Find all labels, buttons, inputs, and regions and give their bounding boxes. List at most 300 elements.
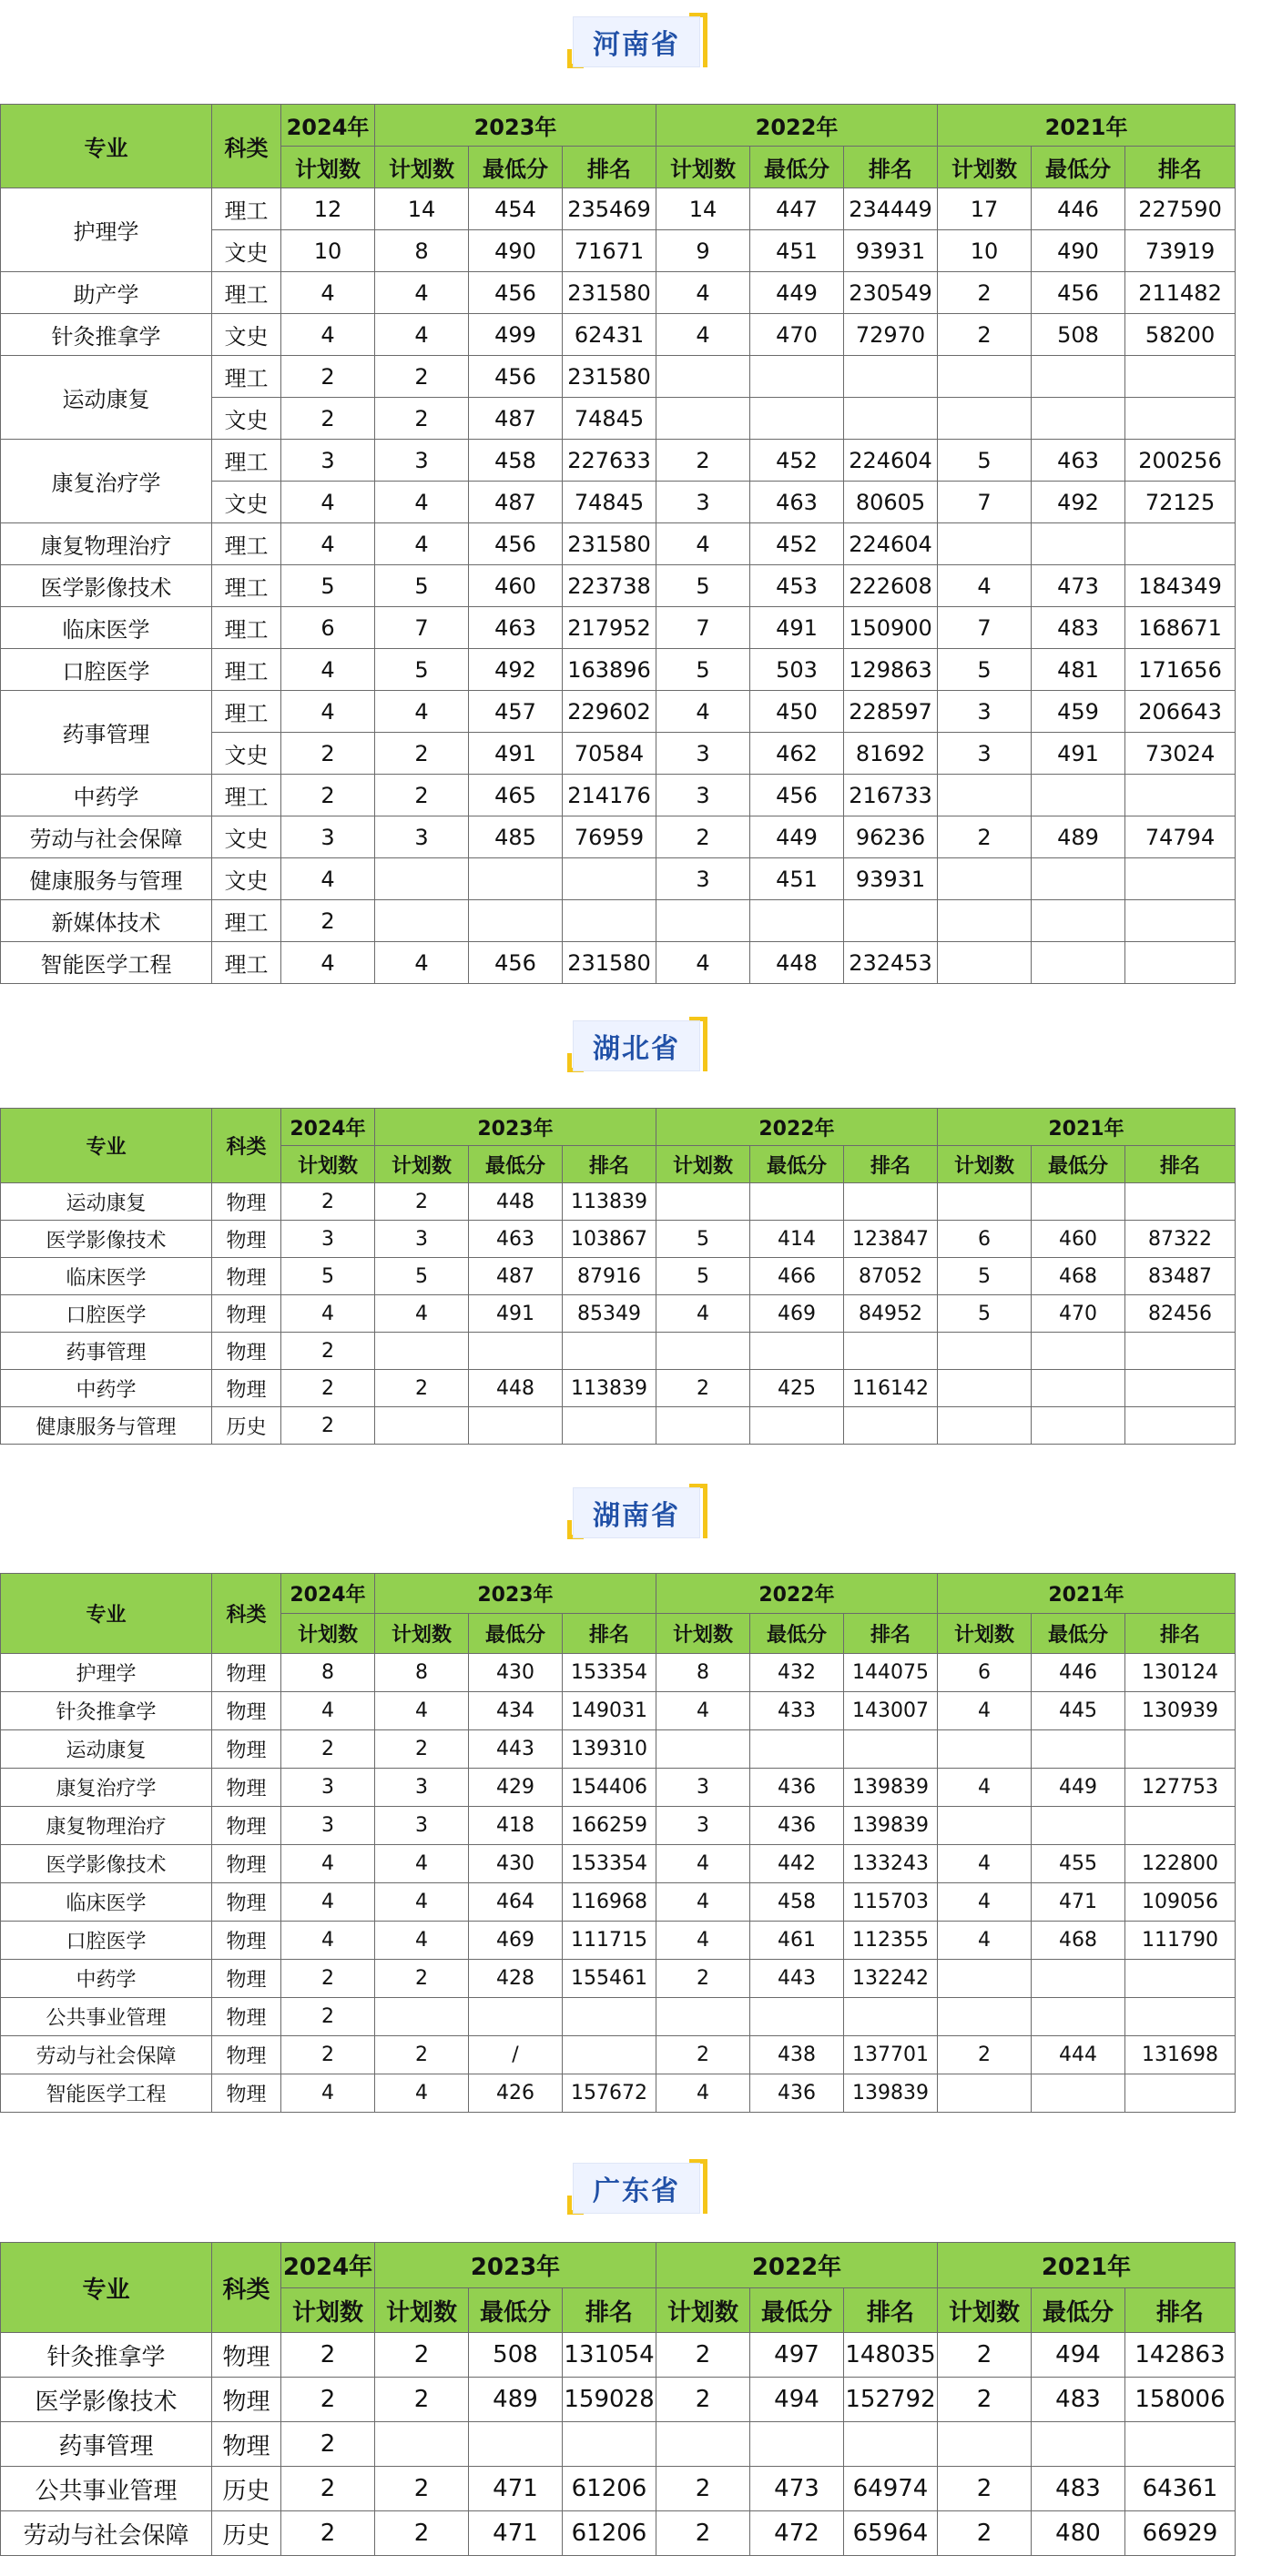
province-title-hunan	[573, 1484, 709, 1542]
header-year: 2022年	[656, 1574, 938, 1614]
table-row	[1, 649, 1236, 691]
table-row	[1, 1845, 1236, 1883]
cell-value	[938, 2074, 1032, 2113]
cell-value: 2	[938, 2467, 1032, 2511]
admission-table-guangdong	[0, 2242, 1236, 2556]
table-row	[1, 1407, 1236, 1445]
cell-value: 470	[1032, 1295, 1125, 1333]
header-major: 专业	[1, 1109, 212, 1183]
cell-value: 2	[281, 1183, 375, 1221]
header-rank: 排名	[844, 1146, 938, 1183]
corner-accent	[703, 2159, 707, 2214]
cell-value: 4	[281, 1845, 375, 1883]
cell-value	[563, 900, 656, 942]
header-year: 2021年	[938, 1574, 1236, 1614]
cell-value: 74845	[563, 398, 656, 440]
cell-value: 71671	[563, 230, 656, 272]
cell-category: 物理	[212, 1960, 281, 1998]
cell-value: 449	[750, 816, 844, 858]
cell-value: 8	[656, 1654, 750, 1692]
cell-value: 5	[375, 1258, 469, 1295]
cell-value: 456	[469, 523, 563, 565]
cell-value: 83487	[1125, 1258, 1236, 1295]
cell-value: 7	[938, 482, 1032, 523]
cell-value	[656, 356, 750, 398]
cell-major: 智能医学工程	[1, 2074, 212, 2113]
cell-value: 489	[469, 2378, 563, 2422]
cell-value: 72970	[844, 314, 938, 356]
cell-value: 487	[469, 482, 563, 523]
cell-value	[563, 1333, 656, 1370]
cell-value: 2	[281, 1960, 375, 1998]
cell-value: 4	[375, 942, 469, 984]
cell-value: /	[469, 2036, 563, 2074]
cell-major: 口腔医学	[1, 1922, 212, 1960]
cell-value: 4	[656, 1883, 750, 1922]
cell-value: 122800	[1125, 1845, 1236, 1883]
cell-value: 171656	[1125, 649, 1236, 691]
province-title-hubei	[573, 1017, 709, 1075]
cell-value: 2	[656, 1960, 750, 1998]
cell-value: 4	[938, 565, 1032, 607]
header-min-score: 最低分	[750, 147, 844, 188]
cell-value: 481	[1032, 649, 1125, 691]
cell-value: 485	[469, 816, 563, 858]
cell-value: 4	[281, 523, 375, 565]
table-row	[1, 1922, 1236, 1960]
cell-value: 429	[469, 1769, 563, 1807]
cell-category: 物理	[212, 1922, 281, 1960]
cell-value	[563, 2036, 656, 2074]
cell-value: 87916	[563, 1258, 656, 1295]
cell-value: 461	[750, 1922, 844, 1960]
cell-value: 491	[469, 733, 563, 775]
cell-value	[1032, 1807, 1125, 1845]
cell-value: 5	[656, 649, 750, 691]
cell-value: 5	[656, 1258, 750, 1295]
cell-value: 499	[469, 314, 563, 356]
cell-value: 494	[750, 2378, 844, 2422]
cell-value: 8	[281, 1654, 375, 1692]
cell-value: 4	[281, 314, 375, 356]
header-plan: 计划数	[375, 1146, 469, 1183]
cell-value	[938, 1183, 1032, 1221]
header-year: 2024年	[281, 1109, 375, 1146]
header-year: 2022年	[656, 2243, 938, 2288]
cell-value: 432	[750, 1654, 844, 1692]
cell-value: 489	[1032, 816, 1125, 858]
cell-major: 助产学	[1, 272, 212, 314]
cell-major: 康复物理治疗	[1, 1807, 212, 1845]
cell-value: 4	[281, 942, 375, 984]
cell-value: 428	[469, 1960, 563, 1998]
cell-value: 214176	[563, 775, 656, 816]
cell-value: 131054	[563, 2333, 656, 2378]
cell-value: 228597	[844, 691, 938, 733]
cell-value: 430	[469, 1654, 563, 1692]
cell-value: 2	[375, 356, 469, 398]
cell-value: 3	[656, 733, 750, 775]
cell-value: 113839	[563, 1183, 656, 1221]
cell-value: 153354	[563, 1845, 656, 1883]
cell-value: 2	[938, 314, 1032, 356]
cell-value: 4	[375, 272, 469, 314]
cell-value: 103867	[563, 1221, 656, 1258]
cell-value	[938, 398, 1032, 440]
table-row	[1, 2378, 1236, 2422]
cell-category: 理工	[212, 900, 281, 942]
header-plan: 计划数	[375, 147, 469, 188]
cell-value: 7	[938, 607, 1032, 649]
cell-value	[1125, 1183, 1236, 1221]
cell-value: 158006	[1125, 2378, 1236, 2422]
cell-value: 109056	[1125, 1883, 1236, 1922]
cell-value	[1125, 942, 1236, 984]
cell-value: 2	[375, 733, 469, 775]
cell-value	[938, 1407, 1032, 1445]
cell-value: 139839	[844, 1769, 938, 1807]
header-rank: 排名	[1125, 1146, 1236, 1183]
cell-value	[469, 2422, 563, 2467]
cell-value: 418	[469, 1807, 563, 1845]
cell-value: 216733	[844, 775, 938, 816]
cell-value: 471	[469, 2511, 563, 2556]
cell-value: 4	[375, 2074, 469, 2113]
header-year: 2021年	[938, 1109, 1236, 1146]
table-row	[1, 1370, 1236, 1407]
cell-value	[1125, 523, 1236, 565]
cell-category: 理工	[212, 272, 281, 314]
cell-value: 6	[938, 1221, 1032, 1258]
cell-value	[750, 356, 844, 398]
header-year: 2024年	[281, 2243, 375, 2288]
cell-value: 450	[750, 691, 844, 733]
cell-value: 58200	[1125, 314, 1236, 356]
cell-value	[1032, 858, 1125, 900]
cell-value: 3	[656, 1807, 750, 1845]
province-badge	[573, 1017, 709, 1075]
cell-value: 458	[750, 1883, 844, 1922]
cell-value: 480	[1032, 2511, 1125, 2556]
cell-value: 163896	[563, 649, 656, 691]
cell-value: 4	[656, 1922, 750, 1960]
cell-value: 70584	[563, 733, 656, 775]
table-row	[1, 314, 1236, 356]
cell-value: 232453	[844, 942, 938, 984]
header-year: 2021年	[938, 105, 1236, 147]
cell-value: 4	[656, 2074, 750, 2113]
header-rank: 排名	[1125, 147, 1236, 188]
cell-value	[1032, 775, 1125, 816]
cell-major: 医学影像技术	[1, 2378, 212, 2422]
cell-value: 80605	[844, 482, 938, 523]
cell-value: 4	[281, 482, 375, 523]
cell-value: 456	[469, 356, 563, 398]
header-min-score: 最低分	[750, 1146, 844, 1183]
cell-value: 456	[750, 775, 844, 816]
header-year: 2023年	[375, 1109, 656, 1146]
cell-value: 7	[656, 607, 750, 649]
cell-major: 针灸推拿学	[1, 314, 212, 356]
cell-major: 康复物理治疗	[1, 523, 212, 565]
table-row	[1, 1654, 1236, 1692]
cell-value: 449	[750, 272, 844, 314]
cell-value: 468	[1032, 1922, 1125, 1960]
cell-value: 442	[750, 1845, 844, 1883]
cell-category: 理工	[212, 356, 281, 398]
cell-major: 针灸推拿学	[1, 1692, 212, 1730]
cell-value: 2	[281, 1333, 375, 1370]
cell-category: 物理	[212, 2074, 281, 2113]
table-row	[1, 1295, 1236, 1333]
header-rank: 排名	[563, 2288, 656, 2333]
cell-category: 物理	[212, 1333, 281, 1370]
cell-category: 理工	[212, 775, 281, 816]
cell-value	[1032, 1370, 1125, 1407]
table-row	[1, 356, 1236, 398]
cell-value	[656, 1998, 750, 2036]
cell-value: 111790	[1125, 1922, 1236, 1960]
cell-value	[844, 398, 938, 440]
cell-value: 234449	[844, 188, 938, 230]
header-rank: 排名	[844, 1614, 938, 1654]
cell-value: 130939	[1125, 1692, 1236, 1730]
table-row	[1, 816, 1236, 858]
cell-value: 85349	[563, 1295, 656, 1333]
cell-value: 2	[281, 2333, 375, 2378]
table-row	[1, 2074, 1236, 2113]
cell-value: 5	[938, 649, 1032, 691]
cell-category: 物理	[212, 1295, 281, 1333]
cell-major: 劳动与社会保障	[1, 2511, 212, 2556]
table-row	[1, 1730, 1236, 1769]
cell-value	[844, 1407, 938, 1445]
cell-major: 针灸推拿学	[1, 2333, 212, 2378]
cell-value: 2	[375, 2467, 469, 2511]
cell-value: 452	[750, 440, 844, 482]
cell-category: 历史	[212, 2511, 281, 2556]
cell-value: 113839	[563, 1370, 656, 1407]
cell-value: 8	[375, 1654, 469, 1692]
cell-category: 物理	[212, 1654, 281, 1692]
table-row	[1, 2422, 1236, 2467]
cell-category: 文史	[212, 482, 281, 523]
cell-category: 物理	[212, 1807, 281, 1845]
province-title-guangdong	[573, 2159, 709, 2217]
header-row-years	[1, 1574, 1236, 1614]
cell-value: 5	[656, 1221, 750, 1258]
cell-value: 2	[375, 2333, 469, 2378]
cell-value: 2	[281, 1730, 375, 1769]
cell-category: 理工	[212, 440, 281, 482]
header-min-score: 最低分	[1032, 1146, 1125, 1183]
cell-value: 4	[281, 858, 375, 900]
cell-value: 443	[750, 1960, 844, 1998]
cell-value: 14	[375, 188, 469, 230]
cell-value: 453	[750, 565, 844, 607]
table-row	[1, 691, 1236, 733]
cell-value	[750, 900, 844, 942]
cell-value: 2	[938, 2036, 1032, 2074]
table-row	[1, 1692, 1236, 1730]
cell-value: 456	[469, 942, 563, 984]
cell-value: 2	[281, 733, 375, 775]
cell-value	[844, 356, 938, 398]
cell-value	[469, 1407, 563, 1445]
cell-value	[1125, 858, 1236, 900]
cell-value	[938, 775, 1032, 816]
cell-major: 劳动与社会保障	[1, 2036, 212, 2074]
cell-major: 临床医学	[1, 607, 212, 649]
cell-major: 康复治疗学	[1, 1769, 212, 1807]
cell-major: 劳动与社会保障	[1, 816, 212, 858]
cell-value: 2	[281, 775, 375, 816]
table-row	[1, 1998, 1236, 2036]
cell-value: 4	[281, 1922, 375, 1960]
cell-value	[1032, 398, 1125, 440]
cell-value: 2	[375, 2378, 469, 2422]
cell-value: 5	[938, 1258, 1032, 1295]
cell-value	[1032, 1960, 1125, 1998]
cell-value: 217952	[563, 607, 656, 649]
cell-value	[1125, 398, 1236, 440]
cell-value: 2	[656, 440, 750, 482]
cell-value	[938, 900, 1032, 942]
cell-major: 健康服务与管理	[1, 1407, 212, 1445]
cell-category: 物理	[212, 1730, 281, 1769]
cell-value: 4	[281, 2074, 375, 2113]
cell-value: 490	[469, 230, 563, 272]
header-rank: 排名	[1125, 2288, 1236, 2333]
cell-major: 护理学	[1, 188, 212, 272]
cell-value	[1125, 1998, 1236, 2036]
cell-value: 2	[375, 1370, 469, 1407]
cell-value: 3	[281, 1769, 375, 1807]
cell-value: 66929	[1125, 2511, 1236, 2556]
header-plan: 计划数	[938, 147, 1032, 188]
cell-value: 2	[656, 816, 750, 858]
cell-value: 3	[938, 733, 1032, 775]
cell-major: 运动康复	[1, 1183, 212, 1221]
cell-value: 184349	[1125, 565, 1236, 607]
cell-value	[750, 1998, 844, 2036]
cell-value: 2	[375, 775, 469, 816]
corner-accent	[703, 13, 707, 67]
cell-value: 4	[375, 1295, 469, 1333]
cell-value: 492	[469, 649, 563, 691]
cell-value: 2	[281, 2036, 375, 2074]
cell-value: 2	[656, 2333, 750, 2378]
cell-value: 463	[750, 482, 844, 523]
cell-value: 115703	[844, 1883, 938, 1922]
header-plan: 计划数	[656, 1614, 750, 1654]
header-year: 2024年	[281, 1574, 375, 1614]
cell-value	[1032, 1730, 1125, 1769]
cell-value: 4	[375, 1692, 469, 1730]
header-year: 2024年	[281, 105, 375, 147]
cell-value: 471	[469, 2467, 563, 2511]
cell-major: 健康服务与管理	[1, 858, 212, 900]
cell-value: 443	[469, 1730, 563, 1769]
cell-category: 理工	[212, 188, 281, 230]
cell-value: 459	[1032, 691, 1125, 733]
cell-value: 200256	[1125, 440, 1236, 482]
cell-value: 490	[1032, 230, 1125, 272]
cell-value	[469, 1998, 563, 2036]
cell-value	[656, 1183, 750, 1221]
cell-major: 口腔医学	[1, 649, 212, 691]
cell-major: 口腔医学	[1, 1295, 212, 1333]
cell-value: 10	[938, 230, 1032, 272]
cell-value: 452	[750, 523, 844, 565]
cell-value: 159028	[563, 2378, 656, 2422]
cell-value	[844, 1730, 938, 1769]
cell-value	[656, 2422, 750, 2467]
cell-value: 491	[1032, 733, 1125, 775]
cell-value	[563, 858, 656, 900]
cell-value: 93931	[844, 858, 938, 900]
cell-value: 2	[938, 2333, 1032, 2378]
cell-value	[375, 900, 469, 942]
cell-value: 17	[938, 188, 1032, 230]
cell-value: 62431	[563, 314, 656, 356]
cell-value: 473	[750, 2467, 844, 2511]
cell-value: 74845	[563, 482, 656, 523]
cell-value: 4	[375, 523, 469, 565]
cell-value: 3	[656, 858, 750, 900]
cell-value: 2	[281, 2422, 375, 2467]
header-min-score: 最低分	[1032, 1614, 1125, 1654]
cell-value	[656, 900, 750, 942]
cell-value	[1125, 775, 1236, 816]
cell-value: 6	[938, 1654, 1032, 1692]
cell-value: 116142	[844, 1370, 938, 1407]
cell-value	[563, 1998, 656, 2036]
header-min-score: 最低分	[1032, 147, 1125, 188]
cell-value: 3	[375, 1221, 469, 1258]
cell-value	[656, 1407, 750, 1445]
header-plan: 计划数	[938, 2288, 1032, 2333]
cell-value: 82456	[1125, 1295, 1236, 1333]
header-min-score: 最低分	[750, 1614, 844, 1654]
cell-value: 224604	[844, 523, 938, 565]
cell-value: 4	[938, 1883, 1032, 1922]
cell-category: 物理	[212, 1769, 281, 1807]
cell-value: 473	[1032, 565, 1125, 607]
admission-table-henan	[0, 104, 1236, 984]
cell-value: 454	[469, 188, 563, 230]
cell-value	[656, 398, 750, 440]
cell-value: 462	[750, 733, 844, 775]
table-row	[1, 775, 1236, 816]
cell-category: 文史	[212, 816, 281, 858]
header-min-score: 最低分	[750, 2288, 844, 2333]
cell-category: 理工	[212, 649, 281, 691]
cell-value: 2	[281, 2378, 375, 2422]
cell-value: 4	[281, 1295, 375, 1333]
cell-value: 2	[656, 2378, 750, 2422]
cell-value	[938, 1370, 1032, 1407]
cell-value: 64361	[1125, 2467, 1236, 2511]
cell-value: 87322	[1125, 1221, 1236, 1258]
cell-value: 457	[469, 691, 563, 733]
cell-value: 483	[1032, 2378, 1125, 2422]
cell-value: 5	[938, 440, 1032, 482]
province-name: 湖南省	[573, 1487, 700, 1538]
cell-value	[750, 1407, 844, 1445]
cell-category: 理工	[212, 607, 281, 649]
cell-value	[938, 942, 1032, 984]
